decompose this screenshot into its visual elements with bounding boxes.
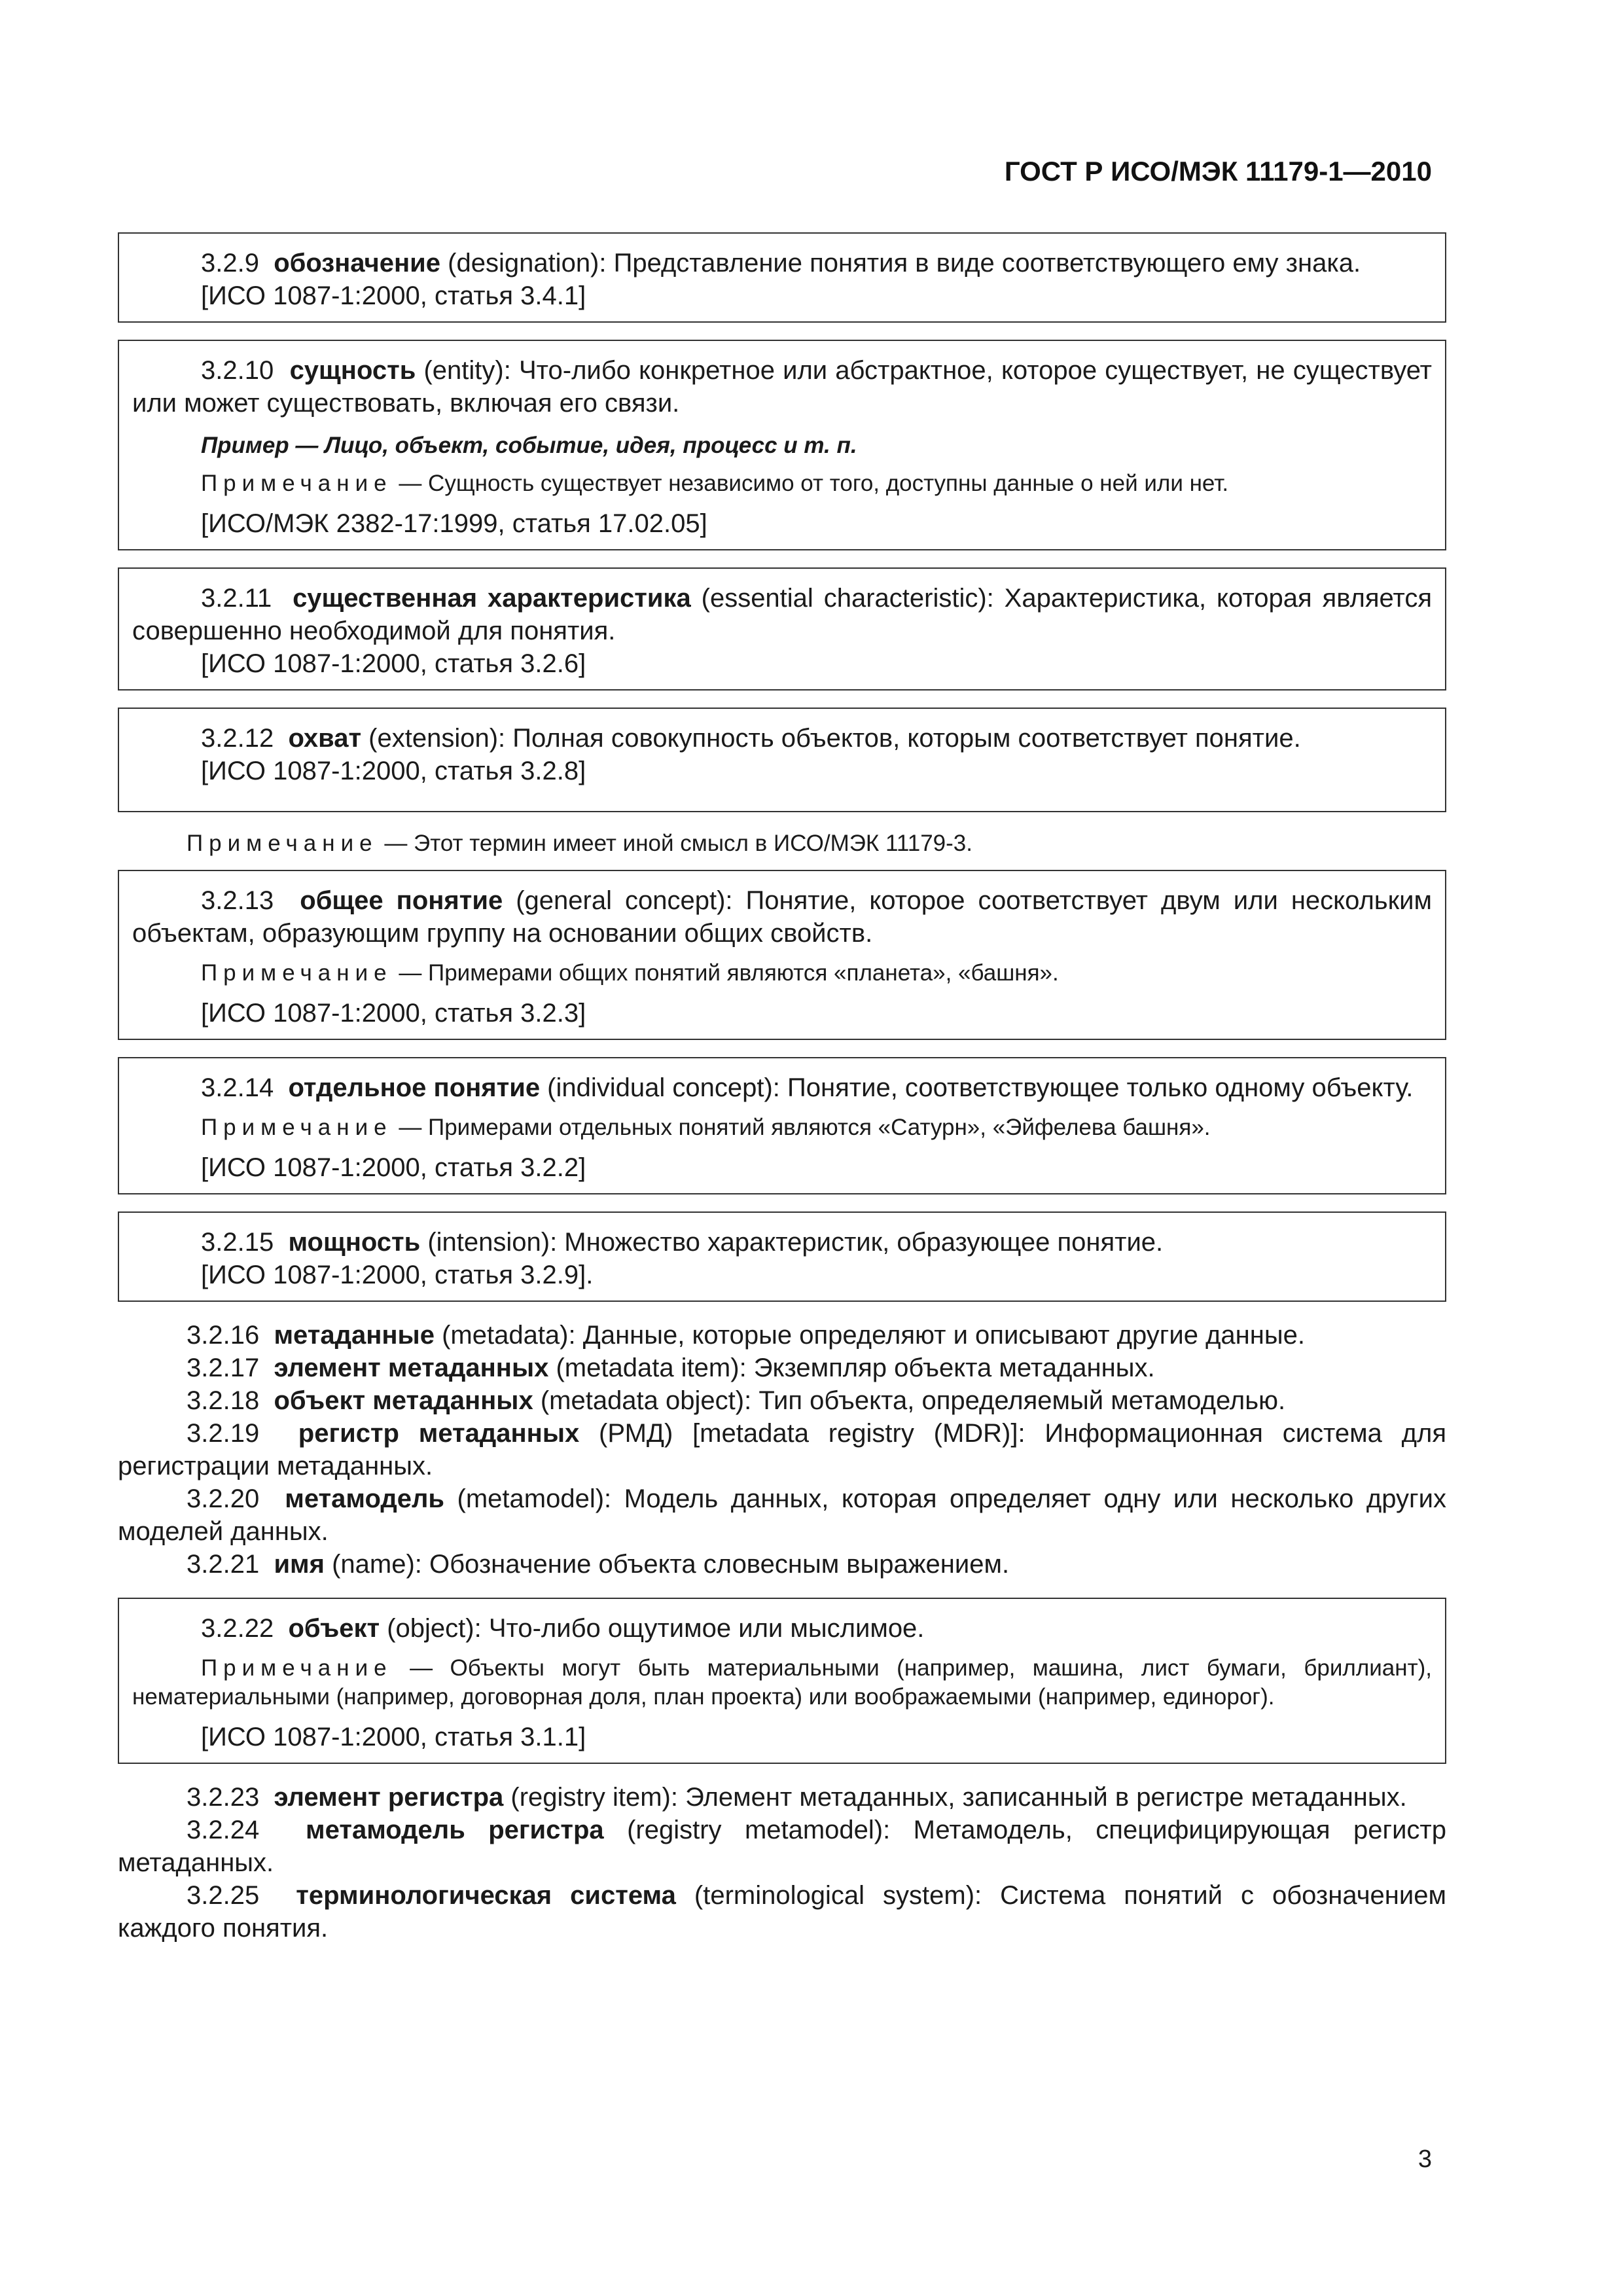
term-name: отдельное понятие [288,1073,541,1102]
term-description: (essential characteristic): Характеристика, которая является совершенно необходимой для понятия. [132,584,1432,645]
term-number: 3.2.17 [187,1354,260,1382]
term-number: 3.2.15 [201,1228,274,1257]
note-text: — Этот термин имеет иной смысл в ИСО/МЭК 11179-3. [378,831,972,856]
term-definition [132,722,1432,755]
term-description: (entity): Что-либо конкретное или абстрактное, которое существует, не существует или может существовать, включая его связи. [132,356,1432,418]
term-source: [ИСО 1087-1:2000, статья 3.2.8] [201,757,586,785]
term-box-3-2-15 [118,1211,1446,1302]
term-3-2-16 [118,1319,1446,1352]
term-3-2-18 [118,1384,1446,1417]
term-name: охват [288,724,362,753]
note-text: — Объекты могут быть материальными (например, машина, лист бумаги, бриллиант), нематериальными (например, договорная доля, план проекта) или воображаемыми (например, единорог). [132,1655,1432,1710]
page-number: 3 [1418,2145,1432,2173]
term-box-3-2-12 [118,708,1446,812]
term-3-2-21 [118,1548,1446,1581]
term-description: (РМД) [metadata registry (MDR)]: Информационная система для регистрации метаданных. [118,1419,1447,1480]
term-description: (intension): Множество характеристик, образующее понятие. [420,1228,1164,1257]
term-description: (metadata): Данные, которые определяют и описывают другие данные. [434,1321,1305,1350]
term-3-2-17 [118,1352,1446,1384]
note-text: — Сущность существует независимо от того, доступны данные о ней или нет. [392,471,1229,496]
term-number: 3.2.20 [187,1484,260,1513]
term-number: 3.2.18 [187,1386,260,1415]
unboxed-terms-group-1 [118,1319,1446,1581]
term-name: объект [288,1614,380,1643]
term-description: (object): Что-либо ощутимое или мыслимое. [380,1614,925,1643]
term-name: элемент регистра [274,1783,504,1812]
term-number: 3.2.19 [187,1419,260,1448]
term-3-2-23 [118,1781,1446,1814]
term-number: 3.2.22 [201,1614,274,1643]
term-source: [ИСО 1087-1:2000, статья 3.2.6] [201,649,586,678]
term-3-2-24 [118,1814,1446,1879]
term-description: (registry metamodel): Метамодель, специфицирующая регистр метаданных. [118,1816,1446,1877]
note-text: — Примерами общих понятий являются «планета», «башня». [392,960,1059,986]
note-label: Примечание [201,1115,393,1140]
term-name: объект метаданных [274,1386,533,1415]
term-name: регистр метаданных [298,1419,580,1448]
term-note [132,1654,1432,1712]
term-box-3-2-13 [118,870,1446,1040]
document-header: ГОСТ Р ИСО/МЭК 11179-1—2010 [1004,156,1432,187]
term-number: 3.2.25 [187,1881,260,1910]
term-3-2-19 [118,1417,1446,1482]
term-source: [ИСО 1087-1:2000, статья 3.2.9]. [201,1261,594,1289]
term-number: 3.2.21 [187,1550,260,1579]
term-number: 3.2.23 [187,1783,260,1812]
term-description: (name): Обозначение объекта словесным выражением. [324,1550,1010,1579]
term-box-3-2-10 [118,340,1446,550]
term-name: обозначение [274,249,441,278]
term-definition [132,1071,1432,1104]
term-number: 3.2.10 [201,356,274,385]
term-source: [ИСО 1087-1:2000, статья 3.4.1] [201,281,586,310]
term-description: (extension): Полная совокупность объектов, которым соответствует понятие. [361,724,1301,753]
term-number: 3.2.16 [187,1321,260,1350]
term-box-3-2-11 [118,567,1446,691]
term-definition [132,1612,1432,1645]
term-box-3-2-9 [118,232,1446,323]
term-description: (metadata object): Тип объекта, определяемый метамоделью. [533,1386,1286,1415]
term-number: 3.2.11 [201,584,272,613]
term-name: метамодель регистра [306,1816,604,1844]
term-description: (individual concept): Понятие, соответствующее только одному объекту. [540,1073,1414,1102]
term-definition [132,884,1432,950]
standalone-note [118,829,1446,858]
term-description: (general concept): Понятие, которое соответствует двум или нескольким объектам, образующим группу на основании общих свойств. [132,886,1432,948]
term-description: (terminological system): Система понятий с обозначением каждого понятия. [118,1881,1446,1943]
box-spacer [132,787,1432,802]
term-box-3-2-22 [118,1598,1446,1764]
unboxed-terms-group-2 [118,1781,1446,1945]
term-source: [ИСО 1087-1:2000, статья 3.1.1] [201,1723,586,1751]
term-3-2-20 [118,1482,1446,1548]
term-definition [132,354,1432,420]
term-number: 3.2.13 [201,886,274,915]
term-description: (registry item): Элемент метаданных, записанный в регистре метаданных. [503,1783,1407,1812]
term-3-2-25 [118,1879,1446,1945]
note-label: Примечание [201,471,393,496]
term-number: 3.2.14 [201,1073,274,1102]
term-name: общее понятие [300,886,503,915]
term-note [132,469,1432,498]
term-number: 3.2.9 [201,249,259,278]
terms-content [118,232,1446,1962]
note-text: — Примерами отдельных понятий являются «Сатурн», «Эйфелева башня». [392,1115,1211,1140]
term-name: метамодель [285,1484,444,1513]
term-example: Пример — Лицо, объект, событие, идея, процесс и т. п. [201,433,857,458]
term-box-3-2-14 [118,1057,1446,1194]
term-name: элемент метаданных [274,1354,549,1382]
term-number: 3.2.24 [187,1816,260,1844]
term-source: [ИСО 1087-1:2000, статья 3.2.3] [201,999,586,1028]
term-definition [132,1226,1432,1259]
term-name: терминологическая система [296,1881,676,1910]
term-name: существенная характеристика [293,584,691,613]
term-description: (metadata item): Экземпляр объекта метаданных. [548,1354,1155,1382]
term-source: [ИСО 1087-1:2000, статья 3.2.2] [201,1153,586,1182]
term-name: мощность [288,1228,421,1257]
term-description: (metamodel): Модель данных, которая определяет одну или несколько других моделей данных. [118,1484,1446,1546]
term-name: метаданные [274,1321,435,1350]
term-note [132,1113,1432,1142]
note-label: Примечание [187,831,378,856]
term-definition [132,582,1432,647]
note-label: Примечание [201,1655,393,1681]
term-source: [ИСО/МЭК 2382-17:1999, статья 17.02.05] [201,509,707,538]
term-name: сущность [289,356,416,385]
note-label: Примечание [201,960,393,986]
term-name: имя [274,1550,325,1579]
term-number: 3.2.12 [201,724,274,753]
term-definition [132,247,1432,279]
term-note [132,959,1432,988]
term-description: (designation): Представление понятия в виде соответствующего ему знака. [440,249,1361,278]
